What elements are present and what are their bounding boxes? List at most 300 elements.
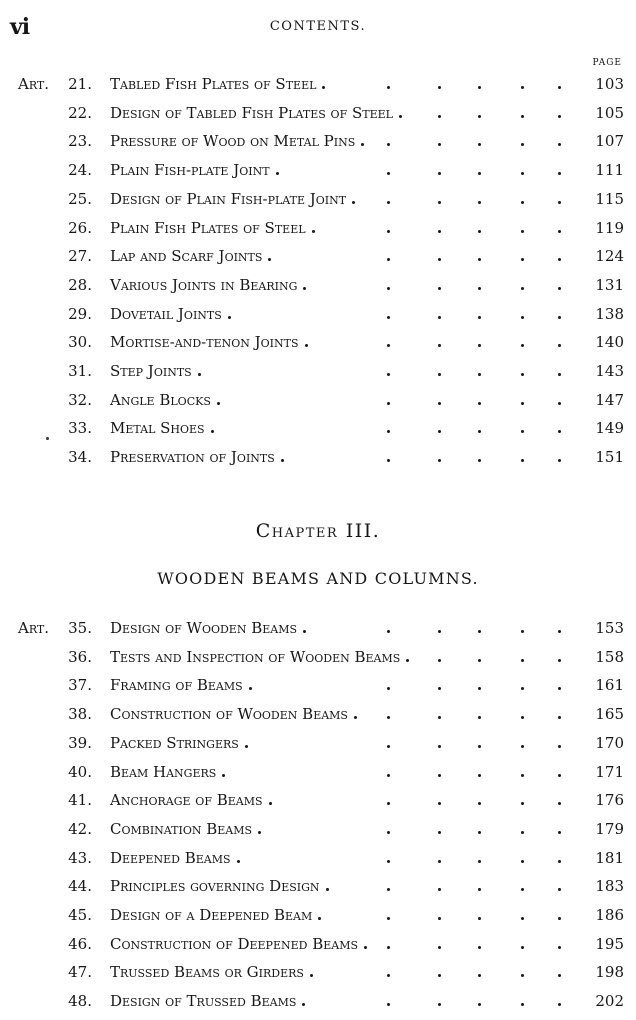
leader-dot (354, 716, 357, 719)
leader-dot (478, 974, 481, 977)
toc-entry (0, 758, 636, 786)
leader-dot (438, 402, 441, 405)
leader-dot (387, 917, 390, 920)
article-title: Plain Fish-plate Joint (110, 161, 270, 180)
leader-dot (438, 459, 441, 462)
leader-dot (438, 659, 441, 662)
leader-dot (478, 459, 481, 462)
article-title: Step Joints (110, 362, 192, 380)
leader-dot (521, 230, 524, 233)
leader-dot (558, 172, 561, 175)
leader-dot (387, 172, 390, 175)
leader-dot (558, 687, 561, 690)
leader-dot (521, 888, 524, 891)
leader-dot (438, 946, 441, 949)
leader-dot (399, 115, 402, 118)
leader-dot (387, 316, 390, 319)
article-title: Various Joints in Bearing (110, 275, 298, 294)
article-number: 30. (68, 333, 92, 352)
leader-dot (438, 888, 441, 891)
article-number: 46. (68, 934, 92, 953)
leader-dot (521, 917, 524, 920)
article-title: Design of Wooden Beams (110, 619, 298, 637)
article-title: Mortise-and-tenon Joints (110, 333, 299, 352)
article-number: 37. (68, 676, 92, 695)
leader-dot (438, 115, 441, 118)
article-title: Tabled Fish Plates of Steel (110, 75, 317, 93)
leader-dot (478, 687, 481, 690)
leader-dots (0, 185, 600, 213)
leader-dot (438, 831, 441, 834)
leader-dot (478, 287, 481, 290)
leader-dot (268, 258, 271, 261)
leader-dot (387, 716, 390, 719)
leader-dot (478, 402, 481, 405)
toc-entry (0, 815, 636, 843)
leader-dot (521, 344, 524, 347)
leader-dot (558, 745, 561, 748)
leader-dot (352, 201, 355, 204)
leader-dot (478, 172, 481, 175)
article-number: 38. (68, 705, 92, 724)
leader-dots (0, 443, 600, 471)
article-title: Metal Shoes (110, 419, 205, 438)
leader-dot (387, 860, 390, 863)
leader-dot (228, 316, 231, 319)
leader-dot (478, 430, 481, 433)
article-title: Preservation of Joints (110, 448, 275, 467)
leader-dot (364, 946, 367, 949)
article-title: Lap and Scarf Joints (110, 247, 263, 266)
leader-dot (281, 459, 284, 462)
leader-dot (438, 86, 441, 89)
leader-dot (478, 659, 481, 662)
leader-dots (0, 930, 600, 958)
article-number: 45. (68, 906, 92, 924)
leader-dot (478, 716, 481, 719)
leader-dot (478, 774, 481, 777)
leader-dot (361, 143, 364, 146)
leader-dot (478, 143, 481, 146)
page-reference: 186 (595, 906, 624, 924)
leader-dot (521, 316, 524, 319)
article-number: 28. (68, 275, 92, 294)
leader-dots (0, 214, 600, 242)
leader-dot (558, 201, 561, 204)
article-title: Packed Stringers (110, 733, 239, 752)
toc-entry (0, 700, 636, 728)
running-title: CONTENTS. (269, 19, 367, 34)
leader-dots (0, 786, 600, 814)
article-number: 34. (68, 448, 92, 467)
leader-dot (558, 115, 561, 118)
article-title: Combination Beams (110, 819, 253, 838)
toc-entry (0, 729, 636, 757)
leader-dot (558, 659, 561, 662)
page-reference: 161 (595, 676, 624, 695)
leader-dot (521, 974, 524, 977)
article-number: 44. (68, 877, 92, 896)
leader-dot (222, 774, 225, 777)
page-reference: 149 (595, 419, 624, 438)
leader-dot (387, 974, 390, 977)
article-title: Tests and Inspection of Wooden Beams (110, 647, 401, 666)
leader-dot (387, 430, 390, 433)
leader-dot (478, 230, 481, 233)
leader-dot (438, 316, 441, 319)
leader-dot (521, 687, 524, 690)
leader-dots (0, 386, 600, 414)
leader-dot (198, 373, 201, 376)
article-number: 48. (68, 992, 92, 1011)
leader-dot (558, 316, 561, 319)
leader-dot (438, 1003, 441, 1006)
toc-entry (0, 70, 636, 98)
toc-entry (0, 671, 636, 699)
leader-dot (558, 974, 561, 977)
leader-dot (310, 974, 313, 977)
article-number: 22. (68, 103, 92, 122)
page-number: vi (10, 14, 30, 40)
leader-dot (558, 716, 561, 719)
leader-dots (0, 958, 600, 986)
page-reference: 165 (595, 705, 624, 724)
leader-dots (0, 872, 600, 900)
article-number: 29. (68, 304, 92, 323)
leader-dot (302, 1003, 305, 1006)
leader-dot (521, 459, 524, 462)
article-title: Dovetail Joints (110, 304, 222, 323)
leader-dot (478, 1003, 481, 1006)
toc-entry (0, 127, 636, 155)
page-reference: 131 (595, 275, 624, 294)
article-title: Anchorage of Beams (110, 791, 263, 810)
leader-dot (558, 459, 561, 462)
leader-dot (521, 201, 524, 204)
leader-dot (558, 402, 561, 405)
art-prefix: Art. (18, 75, 50, 93)
leader-dot (245, 745, 248, 748)
article-number: 24. (68, 161, 92, 180)
leader-dot (438, 917, 441, 920)
leader-dot (322, 86, 325, 89)
leader-dot (387, 802, 390, 805)
leader-dot (269, 802, 272, 805)
leader-dot (478, 745, 481, 748)
leader-dot (387, 143, 390, 146)
leader-dot (478, 258, 481, 261)
article-title: Design of a Deepened Beam (110, 906, 313, 924)
page-reference: 202 (595, 992, 624, 1011)
page-reference: 147 (595, 390, 624, 409)
leader-dot (558, 373, 561, 376)
leader-dot (558, 888, 561, 891)
leader-dots (0, 414, 600, 442)
leader-dots (0, 614, 600, 642)
leader-dot (438, 687, 441, 690)
article-number: 21. (68, 75, 92, 93)
stray-print-mark (46, 437, 49, 440)
leader-dot (521, 258, 524, 261)
toc-entry (0, 156, 636, 184)
leader-dot (478, 831, 481, 834)
page-reference: 195 (595, 934, 624, 953)
leader-dot (478, 888, 481, 891)
page-reference: 103 (595, 75, 624, 93)
toc-entry (0, 958, 636, 986)
leader-dot (558, 917, 561, 920)
leader-dots (0, 70, 600, 98)
article-title: Deepened Beams (110, 848, 231, 867)
page-reference: 119 (595, 218, 624, 237)
leader-dots (0, 242, 600, 270)
leader-dots (0, 844, 600, 872)
leader-dot (558, 802, 561, 805)
page-reference: 105 (595, 103, 624, 122)
leader-dot (558, 1003, 561, 1006)
article-number: 36. (68, 647, 92, 666)
page-reference: 183 (595, 877, 624, 896)
leader-dot (521, 716, 524, 719)
article-title: Principles governing Design (110, 877, 320, 896)
toc-entry (0, 443, 636, 471)
article-number: 23. (68, 132, 92, 151)
leader-dot (478, 115, 481, 118)
toc-entry (0, 930, 636, 958)
toc-entry (0, 271, 636, 299)
page-reference: 111 (595, 161, 624, 180)
leader-dot (387, 946, 390, 949)
page-reference: 170 (595, 733, 624, 752)
leader-dot (558, 630, 561, 633)
leader-dots (0, 815, 600, 843)
leader-dot (387, 630, 390, 633)
leader-dots (0, 671, 600, 699)
leader-dot (387, 774, 390, 777)
leader-dot (406, 659, 409, 662)
leader-dot (478, 860, 481, 863)
leader-dot (387, 1003, 390, 1006)
leader-dots (0, 643, 600, 671)
article-title: Design of Plain Fish-plate Joint (110, 189, 347, 208)
leader-dot (521, 630, 524, 633)
leader-dot (521, 659, 524, 662)
article-number: 43. (68, 848, 92, 867)
toc-entry (0, 185, 636, 213)
leader-dot (387, 888, 390, 891)
leader-dot (478, 802, 481, 805)
leader-dot (387, 687, 390, 690)
page-reference: 198 (595, 963, 624, 982)
leader-dots (0, 271, 600, 299)
page-reference: 153 (595, 619, 624, 637)
article-number: 41. (68, 791, 92, 810)
leader-dot (303, 287, 306, 290)
leader-dot (521, 373, 524, 376)
leader-dot (521, 402, 524, 405)
leader-dots (0, 901, 600, 929)
leader-dots (0, 127, 600, 155)
page-reference: 124 (595, 247, 624, 266)
leader-dot (558, 230, 561, 233)
leader-dot (438, 201, 441, 204)
leader-dot (558, 143, 561, 146)
leader-dot (387, 201, 390, 204)
leader-dot (521, 946, 524, 949)
leader-dot (478, 86, 481, 89)
leader-dot (478, 630, 481, 633)
page-header (0, 14, 636, 44)
toc-entry (0, 99, 636, 127)
leader-dot (217, 402, 220, 405)
article-title: Construction of Wooden Beams (110, 705, 348, 724)
leader-dot (558, 430, 561, 433)
leader-dots (0, 700, 600, 728)
page-reference: 143 (595, 362, 624, 380)
leader-dot (478, 946, 481, 949)
leader-dot (438, 974, 441, 977)
leader-dot (438, 630, 441, 633)
leader-dot (558, 831, 561, 834)
chapter-heading: Chapter III. (255, 520, 381, 542)
leader-dot (521, 430, 524, 433)
article-title: Angle Blocks (110, 390, 211, 409)
leader-dot (237, 860, 240, 863)
article-title: Trussed Beams or Girders (110, 963, 304, 982)
leader-dot (558, 344, 561, 347)
leader-dot (387, 831, 390, 834)
article-number: 27. (68, 247, 92, 266)
leader-dot (438, 287, 441, 290)
leader-dot (438, 774, 441, 777)
toc-entry (0, 414, 636, 442)
article-number: 35. (68, 619, 92, 637)
leader-dot (558, 774, 561, 777)
toc-entry (0, 901, 636, 929)
page-reference: 158 (595, 647, 624, 666)
leader-dot (387, 745, 390, 748)
leader-dot (558, 287, 561, 290)
article-number: 47. (68, 963, 92, 982)
leader-dot (558, 86, 561, 89)
article-title: Plain Fish Plates of Steel (110, 218, 306, 237)
page-column-label: PAGE (592, 58, 622, 68)
chapter-subtitle: WOODEN BEAMS AND COLUMNS. (157, 569, 479, 588)
leader-dot (478, 316, 481, 319)
leader-dot (318, 917, 321, 920)
leader-dots (0, 729, 600, 757)
leader-dot (387, 373, 390, 376)
leader-dot (438, 745, 441, 748)
leader-dot (521, 860, 524, 863)
leader-dots (0, 758, 600, 786)
leader-dot (303, 630, 306, 633)
leader-dot (387, 287, 390, 290)
leader-dot (258, 831, 261, 834)
page-reference: 140 (595, 333, 624, 352)
leader-dots (0, 99, 600, 127)
leader-dot (387, 459, 390, 462)
toc-entry (0, 242, 636, 270)
toc-entry (0, 328, 636, 356)
leader-dot (211, 430, 214, 433)
leader-dot (558, 946, 561, 949)
article-number: 31. (68, 362, 92, 380)
leader-dot (387, 258, 390, 261)
leader-dot (521, 774, 524, 777)
page-reference: 138 (595, 304, 624, 323)
leader-dot (558, 258, 561, 261)
leader-dots (0, 987, 600, 1015)
article-title: Beam Hangers (110, 762, 217, 781)
toc-entry (0, 300, 636, 328)
article-number: 26. (68, 218, 92, 237)
page-reference: 171 (595, 762, 624, 781)
leader-dot (558, 860, 561, 863)
leader-dot (438, 373, 441, 376)
page-reference: 115 (595, 189, 624, 208)
leader-dots (0, 328, 600, 356)
article-title: Construction of Deepened Beams (110, 934, 359, 953)
leader-dot (438, 802, 441, 805)
toc-entry (0, 614, 636, 642)
page-reference: 181 (595, 848, 624, 867)
leader-dot (326, 888, 329, 891)
article-number: 33. (68, 419, 92, 438)
leader-dot (387, 344, 390, 347)
leader-dot (249, 687, 252, 690)
leader-dot (276, 172, 279, 175)
leader-dot (478, 373, 481, 376)
toc-entry (0, 844, 636, 872)
toc-entry (0, 357, 636, 385)
article-title: Design of Tabled Fish Plates of Steel (110, 103, 393, 122)
page-reference: 151 (595, 448, 624, 467)
art-prefix: Art. (18, 619, 50, 637)
article-number: 42. (68, 819, 92, 838)
leader-dot (521, 86, 524, 89)
leader-dot (312, 230, 315, 233)
leader-dot (438, 143, 441, 146)
leader-dot (438, 230, 441, 233)
leader-dots (0, 357, 600, 385)
article-number: 32. (68, 390, 92, 409)
leader-dot (521, 1003, 524, 1006)
toc-entry (0, 872, 636, 900)
toc-entry (0, 214, 636, 242)
leader-dot (478, 344, 481, 347)
article-title: Design of Trussed Beams (110, 992, 297, 1011)
leader-dot (521, 831, 524, 834)
leader-dot (387, 230, 390, 233)
toc-entry (0, 987, 636, 1015)
leader-dot (521, 115, 524, 118)
article-number: 40. (68, 762, 92, 781)
leader-dot (438, 172, 441, 175)
leader-dot (438, 860, 441, 863)
page-reference: 176 (595, 791, 624, 810)
article-title: Framing of Beams (110, 676, 243, 695)
leader-dot (438, 430, 441, 433)
page-reference: 107 (595, 132, 624, 151)
leader-dot (521, 802, 524, 805)
leader-dots (0, 156, 600, 184)
leader-dot (521, 745, 524, 748)
leader-dot (521, 143, 524, 146)
article-number: 39. (68, 733, 92, 752)
leader-dot (305, 344, 308, 347)
leader-dot (438, 716, 441, 719)
